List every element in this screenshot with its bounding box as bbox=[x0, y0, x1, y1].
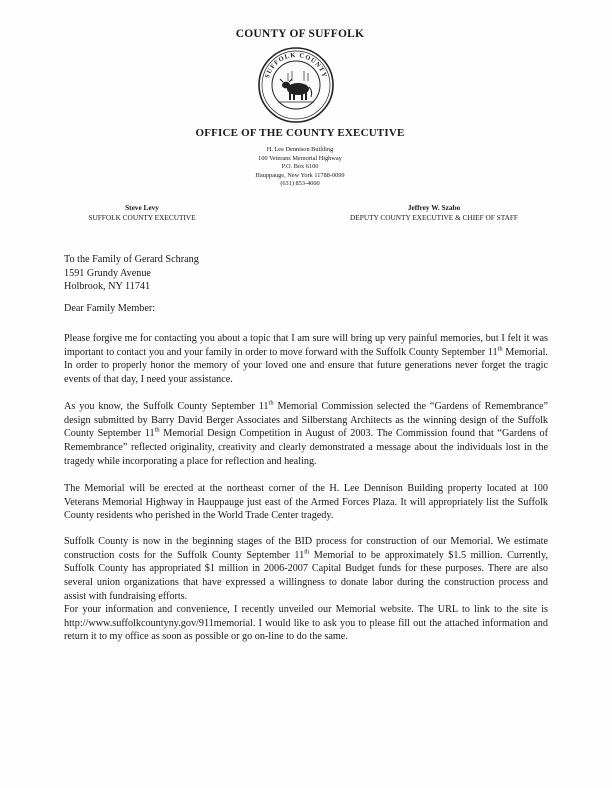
address-line: Hauppauge, New York 11788-0099 bbox=[255, 171, 345, 179]
p2-text-a: As you know, the Suffolk County September 11 bbox=[64, 401, 269, 412]
p1-text-b: Memorial. In order to properly honor the memory of your loved one and ensure that future generations never forget the tragic events of that day, I need your assistance. bbox=[64, 346, 548, 386]
recipient-address bbox=[64, 253, 364, 294]
p2-text-c: Memorial Design Competition in August of 2003. The Commission found that “Gardens of Remembrance” reflected originality, creativity and clearly demonstrated a message about the individuals lost in the tragedy while incorporating a place for reflection and healing. bbox=[64, 428, 549, 467]
body-paragraph-3: The Memorial will be erected at the northeast corner of the H. Lee Dennison Building property located at 100 Veterans Memorial Highway in Hauppauge just east of the Armed Forces Plaza. It will appropriately list the Suffolk County residents who perished in the World Trade Center tragedy. bbox=[64, 483, 548, 522]
seal-arc-text: SUFFOLK COUNTY bbox=[263, 51, 329, 80]
recipient-line: 1591 Grundy Avenue bbox=[64, 267, 151, 279]
recipient-line: Holbrook, NY 11741 bbox=[64, 281, 151, 293]
office-address bbox=[0, 146, 600, 189]
p4-sup: th bbox=[304, 548, 310, 556]
body-paragraph-2 bbox=[64, 400, 548, 469]
county-executive-block bbox=[62, 203, 222, 222]
body-paragraph-1 bbox=[64, 332, 548, 387]
body-paragraph-5: For your information and convenience, I recently unveiled our Memorial website. The URL to link to the site is http://www.suffolkcountyny.gov/911memorial. I would like to ask you to please fill out the attached information and return it to my office as soon as possible or go on-line to do the same. bbox=[64, 604, 548, 643]
salutation: Dear Family Member: bbox=[64, 303, 156, 314]
executive-title: SUFFOLK COUNTY EXECUTIVE bbox=[88, 212, 196, 222]
p2-sup-1: th bbox=[268, 399, 274, 407]
deputy-title: DEPUTY COUNTY EXECUTIVE & CHIEF OF STAFF bbox=[350, 212, 518, 222]
deputy-name: Jeffrey W. Szabo bbox=[407, 203, 461, 212]
deputy-executive-block bbox=[330, 203, 538, 222]
recipient-line: To the Family of Gerard Schrang bbox=[64, 254, 199, 265]
executive-name: Steve Levy bbox=[125, 203, 159, 212]
p2-text-b: Memorial Commission selected the “Gardens of Remembrance” design submitted by Barry David Berger Associates and Silberstang Architects as the winning design of the Suffolk County September 11 bbox=[64, 401, 549, 440]
office-title: OFFICE OF THE COUNTY EXECUTIVE bbox=[195, 127, 405, 139]
p4-text-a: Suffolk County is now in the beginning stages of the BID process for construction of our Memorial. We estimate construction costs for the Suffolk County September 11 bbox=[64, 536, 548, 561]
address-line: H. Lee Dennison Building bbox=[266, 146, 334, 153]
address-line: 100 Veterans Memorial Highway bbox=[258, 154, 342, 162]
address-line: (631) 853-4000 bbox=[280, 180, 320, 188]
p1-text-a: Please forgive me for contacting you about a topic that I am sure will bring up very painful memories, but I felt it was important to contact you and your family in order to move forward with the Suffolk County September 11 bbox=[64, 333, 548, 358]
county-seal-icon bbox=[256, 45, 336, 125]
p1-sup: th bbox=[497, 345, 503, 353]
p2-sup-2: th bbox=[154, 427, 160, 435]
address-line: P.O. Box 6100 bbox=[281, 163, 319, 171]
p4-text-b: Memorial to be approximately $1.5 million. Currently, Suffolk County has appropriated $1 million in 2006-2007 Capital Budget funds for these purposes. There are also several union organizations that have expressed a willingness to donate labor during the construction process and assist with fundraising efforts. bbox=[64, 549, 548, 602]
county-title: COUNTY OF SUFFOLK bbox=[235, 28, 365, 40]
body-paragraph-4 bbox=[64, 535, 548, 604]
